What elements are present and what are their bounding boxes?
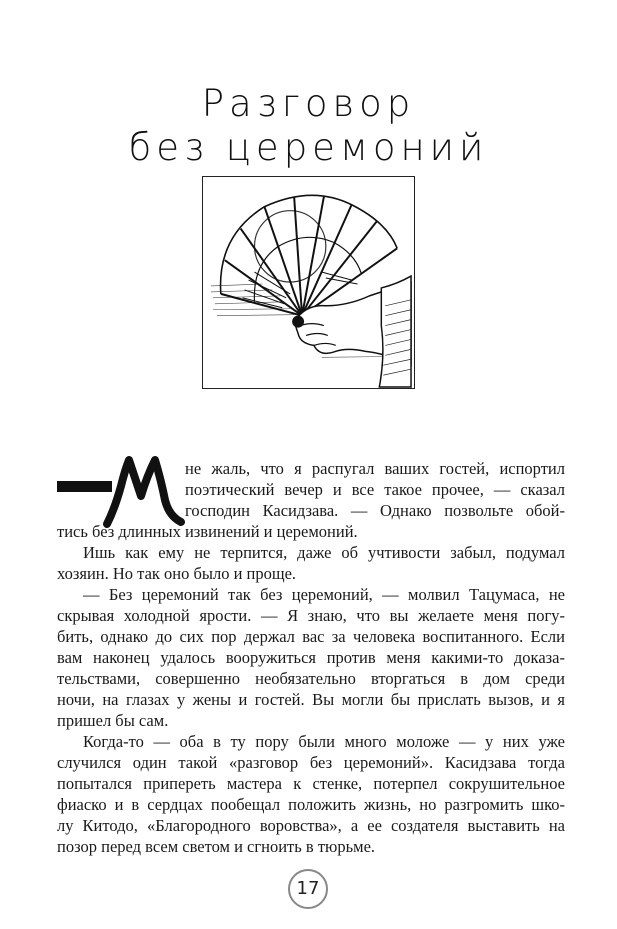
text-line: ночи, на глазах у жены и гостей. Вы могли бы прислать вызов, и я xyxy=(57,690,565,709)
text-line: лу Китодо, «Благородного воровства», а ее создателя выставить на xyxy=(57,816,565,835)
text-line: тись без длинных извинений и церемоний. xyxy=(57,522,358,541)
chapter-title-line-1: Разговор xyxy=(201,82,416,125)
body-text xyxy=(57,458,565,857)
paragraph-4 xyxy=(57,731,565,857)
paragraph-1 xyxy=(57,458,565,542)
page-number: 17 xyxy=(288,869,328,909)
text-line: бить, однако до сих пор держал вас за человека воспитанного. Если xyxy=(57,627,565,646)
chapter-title xyxy=(0,82,617,170)
text-line: Когда-то — оба в ту пору были много моложе — у них уже xyxy=(83,732,565,751)
text-line: попытался припереть мастера к стенке, потерпел сокрушительное xyxy=(57,774,565,793)
text-line: случился один такой «разговор без церемоний». Касидзава тогда xyxy=(57,753,565,772)
text-line: вам наконец удалось вооружиться против меня какими-то доказа- xyxy=(57,648,565,667)
text-line: скрывая холодной ярости. — Я знаю, что вы желаете меня погу- xyxy=(57,606,565,625)
text-line: фиаско и в сердцах пообещал положить жизнь, но разгромить шко- xyxy=(57,795,565,814)
fan-illustration xyxy=(202,176,415,389)
text-line: не жаль, что я распугал ваших гостей, испортил xyxy=(185,459,565,478)
paragraph-3 xyxy=(57,584,565,731)
fan-icon xyxy=(203,177,414,388)
text-line: хозяин. Но так оно было и проще. xyxy=(57,564,297,583)
text-line: пришел бы сам. xyxy=(57,711,169,730)
text-line: Ишь как ему не терпится, даже об учтивости забыл, подумал xyxy=(83,543,565,562)
paragraph-2 xyxy=(57,542,565,584)
text-line: — Без церемоний так без церемоний, — молвил Тацумаса, не xyxy=(83,585,565,604)
text-line: позор перед всем светом и сгноить в тюрьме. xyxy=(57,837,376,856)
text-line: тельствами, совершенно необязательно вторгаться в дом среди xyxy=(57,669,565,688)
chapter-title-line-2: без церемоний xyxy=(128,126,489,169)
text-line: поэтический вечер и все такое прочее, — сказал xyxy=(185,480,565,499)
text-line: господин Касидзава. — Однако позвольте обой- xyxy=(185,501,565,520)
